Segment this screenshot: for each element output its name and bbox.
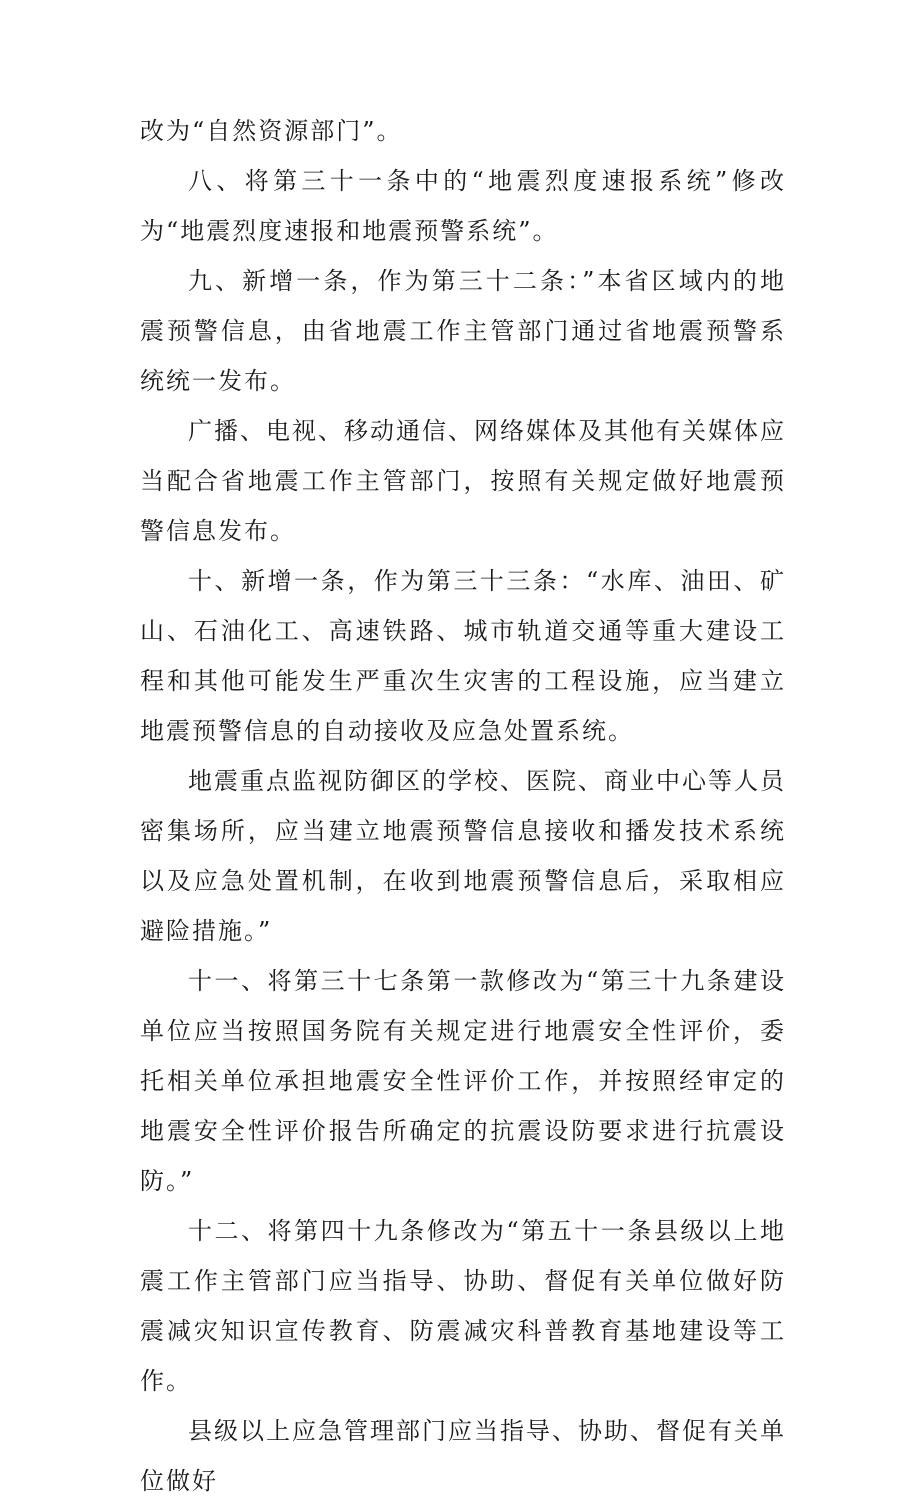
paragraph-item-11: 十一、将第三十七条第一款修改为“第三十九条建设单位应当按照国务院有关规定进行地震安全性评价，委托相关单位承担地震安全性评价工作，并按照经审定的地震安全性评价报告所确定的抗震设防要求进行抗震设防。” [140,967,786,1195]
paragraph-emergency-management: 县级以上应急管理部门应当指导、协助、督促有关单位做好 [140,1417,786,1495]
paragraph-item-9: 九、新增一条，作为第三十二条：”本省区域内的地震预警信息，由省地震工作主管部门通过省地震预警系统统一发布。 [140,267,786,395]
paragraph-continuation: 改为“自然资源部门”。 [140,117,403,145]
paragraph-item-10: 十、新增一条，作为第三十三条：“水库、油田、矿山、石油化工、高速铁路、城市轨道交通等重大建设工程和其他可能发生严重次生灾害的工程设施，应当建立地震预警信息的自动接收及应急处置系统。 [140,567,786,745]
document-page [140,106,786,1506]
paragraph-media-cooperation: 广播、电视、移动通信、网络媒体及其他有关媒体应当配合省地震工作主管部门，按照有关规定做好地震预警信息发布。 [140,417,786,545]
paragraph-item-12: 十二、将第四十九条修改为“第五十一条县级以上地震工作主管部门应当指导、协助、督促有关单位做好防震减灾知识宣传教育、防震减灾科普教育基地建设等工作。 [140,1217,786,1395]
paragraph-item-8: 八、将第三十一条中的“地震烈度速报系统”修改为“地震烈度速报和地震预警系统”。 [140,167,786,245]
paragraph-key-monitoring-zone: 地震重点监视防御区的学校、医院、商业中心等人员密集场所，应当建立地震预警信息接收和播发技术系统以及应急处置机制，在收到地震预警信息后，采取相应避险措施。” [140,767,786,945]
